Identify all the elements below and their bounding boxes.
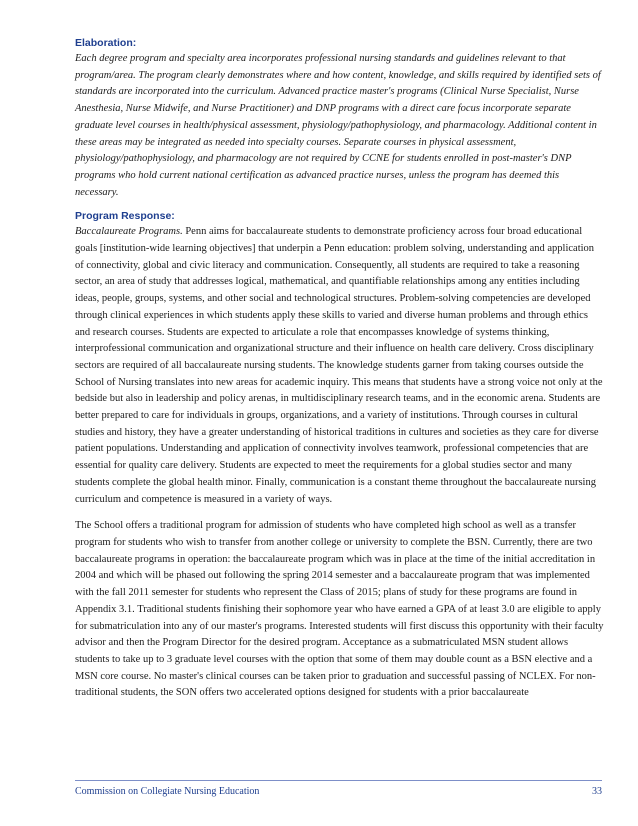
- paragraph-spacer: [75, 508, 605, 517]
- baccalaureate-lead: Baccalaureate Programs.: [75, 226, 183, 238]
- response-paragraph-2: The School offers a traditional program for admission of students who have completed high school as well as a transfer program for students who wish to transfer from another college or university to complete the BSN. Currently, there are two baccalaureate programs in operation: the baccalaureate program which was in place at the time of the initial accreditation in 2004 and which will be phased out following the spring 2014 semester and a baccalaureate program that was implemented with the fall 2011 semester for students who represent the Class of 2015; plans of study for these programs are found in Appendix 3.1. Traditional students finishing their sophomore year who have earned a GPA of at least 3.0 are eligible to apply for submatriculation into any of our master's programs. Interested students will first discuss this opportunity with their faculty advisor and then the Program Director for the desired program. Acceptance as a submatriculated MSN student allows students to take up to 3 graduate level courses with the option that some of them may double count as a BSN elective and a MSN core course. No master's clinical courses can be taken prior to graduation and successful passing of NCLEX. For non-traditional students, the SON offers two accelerated options designed for students with a prior baccalaureate: [75, 520, 604, 699]
- response-paragraph-1: [75, 224, 605, 508]
- footer: [75, 786, 602, 797]
- program-response-heading: Program Response:: [75, 210, 175, 223]
- section-spacer: [75, 201, 605, 210]
- elaboration-heading: Elaboration:: [75, 37, 137, 49]
- elaboration-text: Each degree program and specialty area incorporates professional nursing standards and guidelines relevant to that program/area. The program clearly demonstrates where and how content, knowledge, and skills required by identified sets of standards are incorporated into the curriculum. Advanced practice master's programs (Clinical Nurse Specialist, Nurse Anesthesia, Nurse Midwife, and Nurse Practitioner) and DNP programs with a direct care focus incorporate separate graduate level courses in health/physical assessment, physiology/pathophysiology, and pharmacology. Additional content in these areas may be integrated as needed into specialty courses. Separate courses in physical assessment, physiology/pathophysiology, and pharmacology are not required by CCNE for students enrolled in post-master's DNP programs who hold current national certification as advanced practice nurses, unless the program has deemed this necessary.: [75, 53, 601, 198]
- document-body: [75, 37, 605, 702]
- footer-divider: [75, 780, 602, 781]
- response-paragraph-1-text: Penn aims for baccalaureate students to demonstrate proficiency across four broad educational goals [institution-wide learning objectives] that underpin a Penn education: problem solving, understanding and application of connectivity, global and civic literacy and communication. Consequently, all students are required to take a reasoning sector, an area of study that addresses logical, mathematical, and quantifiable relationships among any entities including ideas, people, groups, systems, and other social and technological structures. Problem-solving competencies are developed through clinical experiences in which students apply these skills to varied and diverse human problems and through ethics and research courses. Students are expected to articulate a role that encompasses knowledge of systems thinking, interprofessional communication and organizational structure and their influence on health care delivery. Cross disciplinary sectors are required of all baccalaureate nursing students. The knowledge students garner from taking courses outside the School of Nursing translates into new areas for academic inquiry. This means that students have a strong voice not only at the bedside but also in leadership and policy arenas, in multidisciplinary research teams, and in the economic arena. Students are better prepared to care for individuals in groups, organizations, and a variety of institutions. Through courses in cultural studies and history, they have a greater understanding of historical traditions in cultures and societies as they care for diverse patient populations. Understanding and application of connectivity involves teamwork, professional competencies that are essential for quality care delivery. Students are expected to meet the requirements for a global studies sector and many students complete the global health minor. Finally, communication is a constant theme throughout the baccalaureate nursing curriculum and competence is measured in a variety of ways.: [75, 226, 603, 505]
- footer-org: Commission on Collegiate Nursing Education: [75, 786, 260, 797]
- page-number: 33: [592, 786, 602, 797]
